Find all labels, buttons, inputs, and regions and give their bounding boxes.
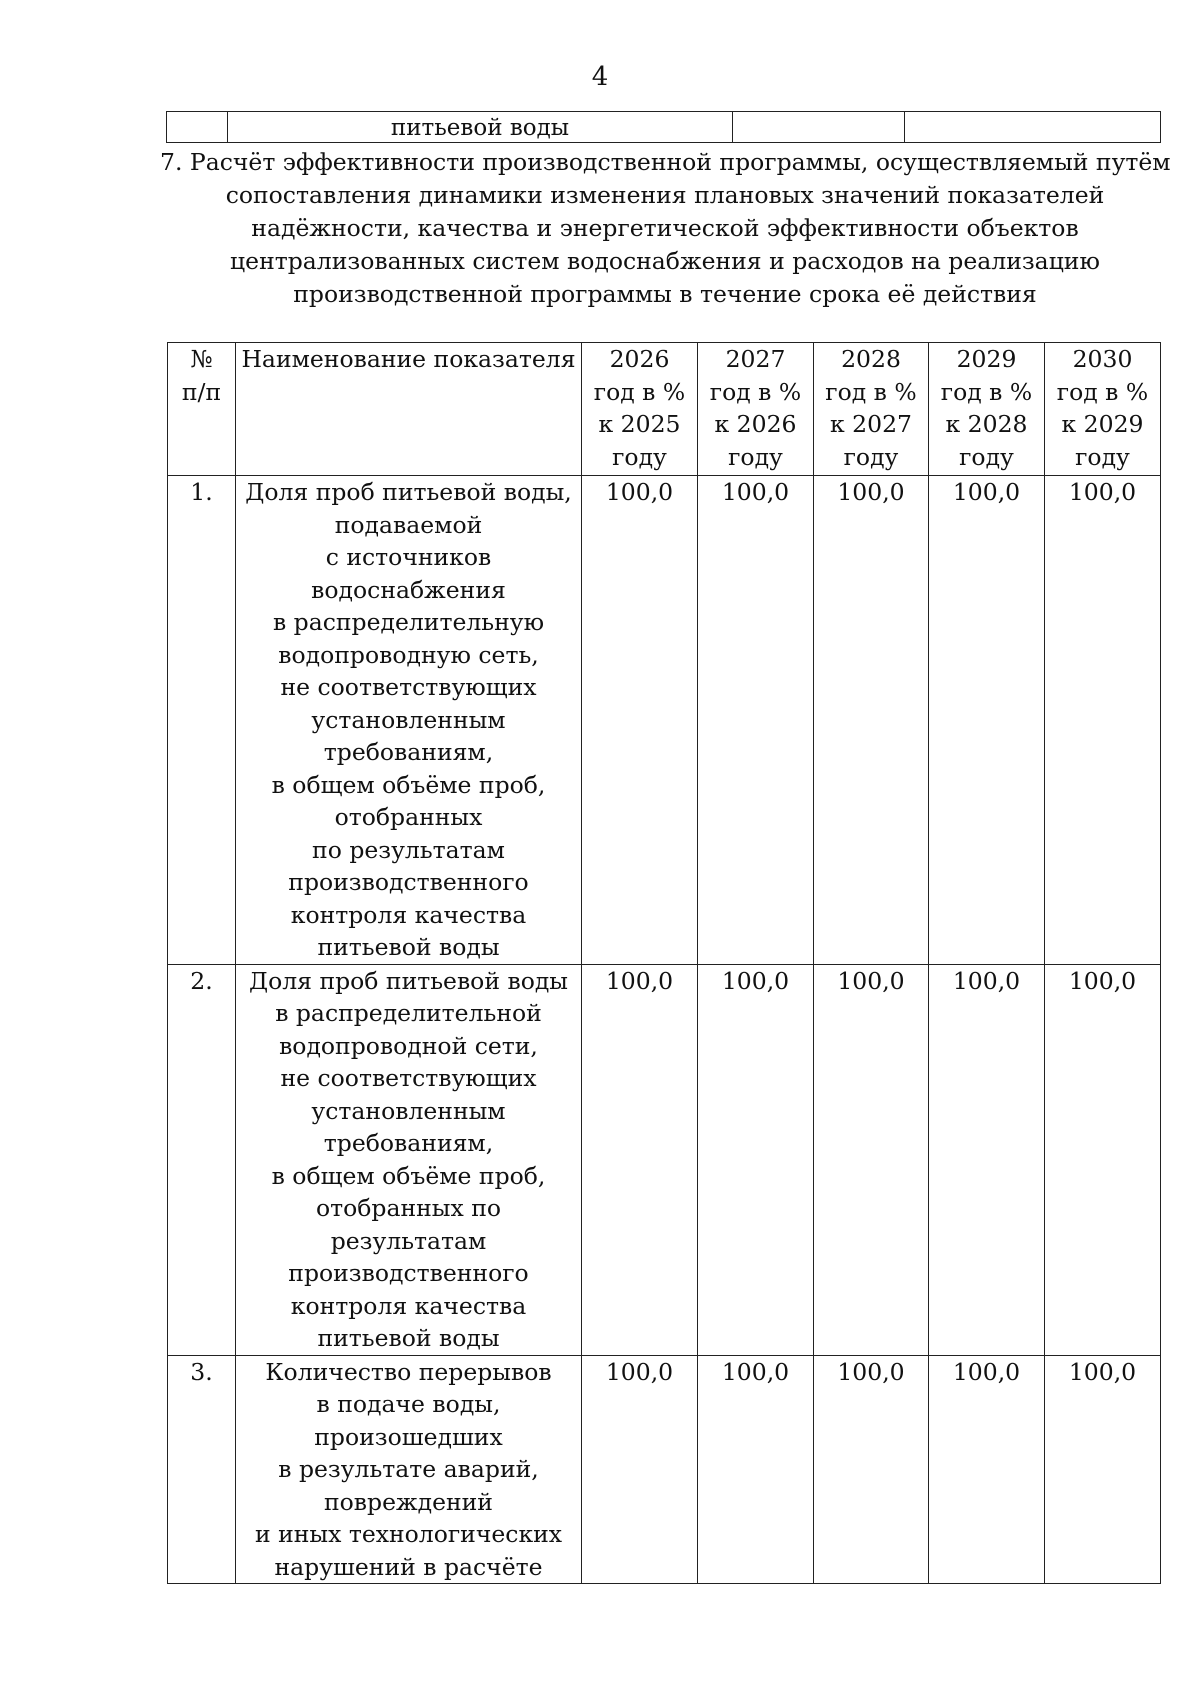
section-title-line: централизованных систем водоснабжения и расходов на реализацию [230, 247, 1100, 275]
indicator-name-line: в распределительной [275, 999, 542, 1027]
value-cell: 100,0 [582, 964, 698, 1355]
page-number: 4 [591, 62, 609, 92]
header-year-2026 [582, 343, 698, 476]
header-year-line: году [959, 442, 1014, 471]
value-cell: 100,0 [814, 964, 929, 1355]
indicator-name-line: не соответствующих [280, 673, 537, 701]
indicator-name-line: в общем объёме проб, [271, 770, 546, 799]
indicator-name-line: Доля проб питьевой воды [248, 966, 569, 995]
indicator-name-line: водоснабжения [311, 575, 506, 604]
header-year-2028 [814, 343, 929, 476]
indicator-name-line: контроля качества [290, 1291, 527, 1320]
header-name-line: Наименование показателя [241, 345, 576, 373]
value-cell: 100,0 [698, 964, 814, 1355]
value-cell: 100,0 [814, 476, 929, 965]
value-cell: 100,0 [1045, 964, 1161, 1355]
header-year-line: 2026 [609, 345, 670, 373]
value-cell: 100,0 [929, 1355, 1045, 1584]
continuation-cell-name: питьевой воды [228, 112, 733, 143]
indicator-name-line: Доля проб питьевой воды, [245, 478, 572, 506]
row-number: 2. [168, 964, 236, 1355]
header-year-line: к 2028 [945, 410, 1028, 438]
header-year-line: год в % [1056, 377, 1149, 406]
value-cell: 100,0 [698, 476, 814, 965]
table-row [168, 476, 1161, 965]
indicator-name-line: отобранных [334, 803, 483, 831]
indicator-name-line: Количество перерывов [265, 1357, 552, 1386]
row-number: 1. [168, 476, 236, 965]
continuation-cell-value [733, 112, 905, 143]
indicator-name-line: и иных технологических [254, 1520, 563, 1548]
indicators-table [167, 342, 1161, 1584]
value-cell: 100,0 [582, 1355, 698, 1584]
section-title-line: производственной программы в течение срока её действия [293, 280, 1037, 308]
indicator-name-line: повреждений [324, 1487, 493, 1516]
value-cell: 100,0 [1045, 476, 1161, 965]
header-year-line: к 2027 [830, 410, 912, 438]
header-num-line: № [190, 345, 213, 373]
header-num [168, 343, 236, 476]
indicator-name-line: производственного [288, 868, 529, 896]
indicator-name-line: произошедших [314, 1422, 503, 1451]
header-year-line: к 2026 [714, 410, 797, 438]
header-name [236, 343, 582, 476]
indicator-name-line: подаваемой [334, 510, 483, 539]
header-year-line: год в % [825, 377, 917, 406]
indicator-name-line: водопроводную сеть, [278, 640, 539, 669]
table-row [168, 1355, 1161, 1584]
indicator-name-line: по результатам [312, 835, 505, 864]
header-year-2027 [698, 343, 814, 476]
header-year-line: году [843, 442, 899, 471]
section-title-line: 7. Расчёт эффективности производственной программы, осуществляемый путём [160, 148, 1171, 176]
value-cell: 100,0 [582, 476, 698, 965]
indicator-name-line: в распределительную [272, 608, 545, 636]
indicator-name-line: не соответствующих [280, 1064, 537, 1092]
indicator-name-line: установленным [311, 705, 506, 734]
indicator-name-line: в общем объёме проб, [271, 1161, 546, 1190]
indicator-name-line: в результате аварий, [278, 1455, 539, 1483]
row-number: 3. [168, 1355, 236, 1584]
section-title-line: сопоставления динамики изменения плановых значений показателей [225, 181, 1105, 209]
continuation-cell-num [167, 112, 228, 143]
header-year-2029 [929, 343, 1045, 476]
value-cell: 100,0 [1045, 1355, 1161, 1584]
header-year-line: 2029 [956, 345, 1017, 373]
value-cell: 100,0 [814, 1355, 929, 1584]
header-row [168, 343, 1161, 476]
header-year-2030 [1045, 343, 1161, 476]
header-year-line: год в % [593, 377, 686, 406]
indicator-name [236, 476, 582, 965]
header-year-line: к 2025 [598, 410, 681, 438]
header-year-line: год в % [940, 377, 1033, 406]
header-year-line: год в % [709, 377, 802, 406]
indicator-name-line: питьевой воды [317, 1324, 500, 1352]
indicator-name-line: контроля качества [290, 900, 527, 929]
header-year-line: году [728, 442, 783, 471]
indicator-name [236, 1355, 582, 1584]
header-year-line: году [612, 442, 667, 471]
value-cell: 100,0 [929, 964, 1045, 1355]
indicator-name-line: требованиям, [323, 738, 494, 766]
indicator-name-line: нарушений в расчёте [274, 1552, 543, 1581]
continuation-table [166, 111, 1161, 143]
section-title [160, 146, 1170, 311]
value-cell: 100,0 [698, 1355, 814, 1584]
indicator-name-line: производственного [288, 1259, 529, 1287]
continuation-cell-value [905, 112, 1161, 143]
indicator-name-line: с источников [325, 543, 492, 571]
header-year-line: 2030 [1072, 345, 1133, 373]
header-year-line: 2028 [841, 345, 901, 373]
continuation-row [167, 112, 1161, 143]
indicator-name-line: питьевой воды [317, 933, 500, 961]
indicator-name [236, 964, 582, 1355]
indicator-name-line: в подаче воды, [316, 1390, 501, 1418]
table-row [168, 964, 1161, 1355]
header-year-line: году [1075, 442, 1130, 471]
indicator-name-line: требованиям, [323, 1129, 494, 1157]
header-year-line: 2027 [725, 345, 786, 373]
section-title-line: надёжности, качества и энергетической эффективности объектов [251, 214, 1079, 242]
value-cell: 100,0 [929, 476, 1045, 965]
indicator-name-line: отобранных по [315, 1194, 502, 1222]
indicator-name-line: водопроводной сети, [279, 1031, 538, 1060]
indicator-name-line: результатам [330, 1226, 487, 1255]
header-num-line: п/п [181, 377, 222, 406]
header-year-line: к 2029 [1061, 410, 1144, 438]
indicator-name-line: установленным [311, 1096, 506, 1125]
